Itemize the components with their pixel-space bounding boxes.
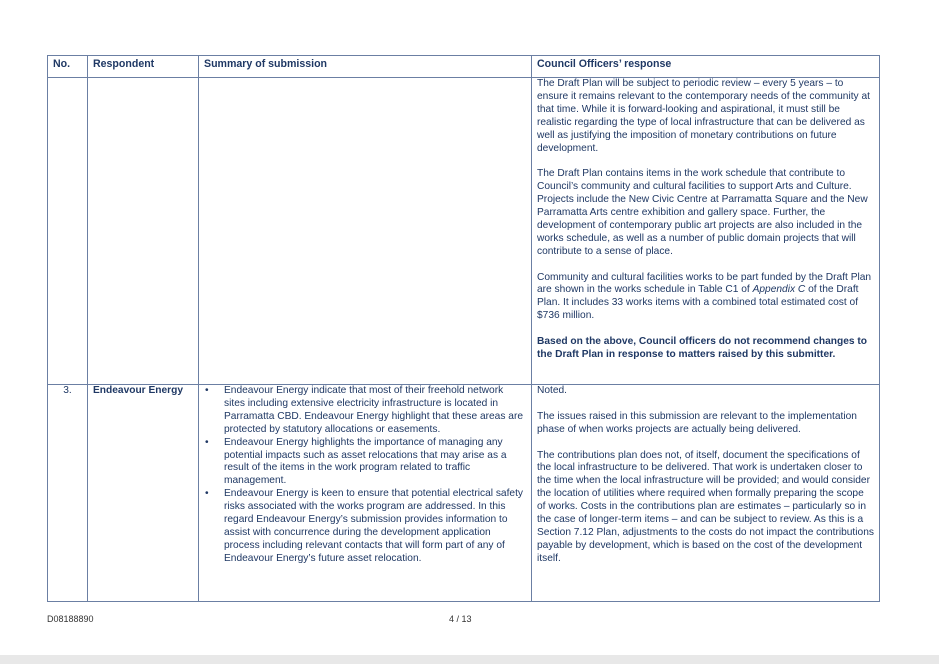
table-row: [48, 385, 880, 602]
summary-bullet-text: Endeavour Energy indicate that most of their freehold network sites including extensive electricity infrastructure is located in Parramatta CBD. Endeavour Energy highlight that these areas are protected by statutory allocations or easements.: [224, 385, 523, 435]
appendix-text-after: of the Draft Plan. It includes 33 works items with a combined total estimated cost of $736 million.: [537, 284, 859, 322]
document-reference: D08188890: [47, 614, 94, 624]
cell-summary-empty: [199, 78, 532, 385]
bullet-icon: •: [205, 436, 209, 448]
summary-bullet-text: Endeavour Energy highlights the importance of managing any potential impacts such as asset relocations that may arise as a result of the items in the work program related to traffic management.: [224, 436, 507, 487]
summary-bullet: [204, 437, 526, 489]
viewer-bottom-band: [0, 655, 939, 664]
response-paragraph-appendix: [537, 272, 874, 324]
cell-summary: [199, 385, 532, 602]
cell-respondent-empty: [88, 78, 199, 385]
cell-respondent: Endeavour Energy: [88, 385, 199, 602]
bullet-icon: •: [205, 385, 209, 396]
table-header-row: [48, 56, 880, 78]
cell-response: [532, 385, 880, 602]
header-response: Council Officers’ response: [532, 56, 880, 78]
response-paragraph: The Draft Plan contains items in the work schedule that contribute to Council’s community and cultural facilities to support Arts and Culture. Projects include the New Civic Centre at Parramatta Square and the New Parramatta Arts centre exhibition and gallery space. Further, the development of contemporary public art projects are also included in the works schedule, as well as a number of public domain projects that will contribute to a sense of place.: [537, 168, 868, 257]
page-number: 4 / 13: [449, 614, 472, 624]
summary-bullet-list: [204, 385, 526, 566]
bullet-icon: •: [205, 488, 209, 500]
response-conclusion: Based on the above, Council officers do not recommend changes to the Draft Plan in response to matters raised by this submitter.: [537, 336, 868, 360]
appendix-italic: Appendix C: [752, 284, 806, 296]
header-summary: Summary of submission: [199, 56, 532, 78]
response-paragraph: The contributions plan does not, of itself, document the specifications of the local infrastructure to be delivered. That work is undertaken closer to the time when the local infrastructure will be provided; and would consider the location of utilities where required when formally preparing the scope of works. Costs in the contributions plan are estimates – particularly so in the case of longer-term items – and can be subject to review. As this is a Section 7.12 Plan, adjustments to the costs do not impact the contributions payable by development, which is based on the cost of the development itself.: [537, 449, 874, 564]
header-no: No.: [48, 56, 88, 78]
summary-bullet: [204, 385, 526, 437]
table-row: [48, 78, 880, 385]
submissions-table: [47, 55, 880, 602]
cell-no-empty: [48, 78, 88, 385]
header-respondent: Respondent: [88, 56, 199, 78]
response-paragraph: Noted.: [537, 385, 568, 396]
cell-response: [532, 78, 880, 385]
appendix-text-before: Community and cultural facilities works to be part funded by the Draft Plan are shown in the works schedule in Table C1 of: [537, 271, 872, 296]
summary-bullet-text: Endeavour Energy is keen to ensure that potential electrical safety risks associated with the works program are addressed. In this regard Endeavour Energy’s submission provides information to assist with concurrence during the development application process including relevant contacts that will form part of any of Endeavour Energy’s future asset relocation.: [224, 488, 524, 564]
response-paragraph: The Draft Plan will be subject to periodic review – every 5 years – to ensure it remains relevant to the contemporary needs of the community at that time. While it is forward-looking and aspirational, it must still be realistic regarding the type of local infrastructure that can be delivered as well as justifying the imposition of monetary contributions on future development.: [537, 78, 870, 154]
summary-bullet: [204, 488, 526, 565]
cell-no: 3.: [48, 385, 88, 602]
response-paragraph: The issues raised in this submission are relevant to the implementation phase of when works projects are actually being delivered.: [537, 410, 857, 435]
